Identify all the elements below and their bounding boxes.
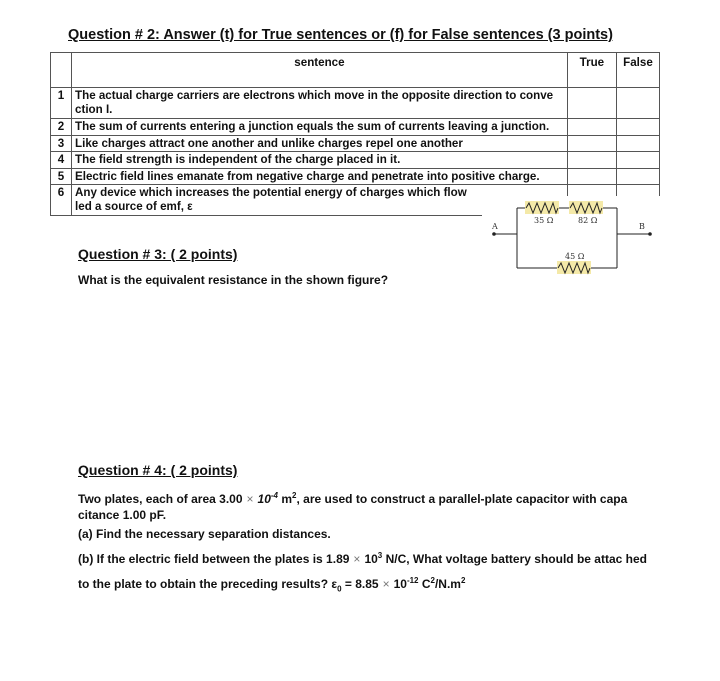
question-2-title: Question # 2: Answer (t) for True sentences or (f) for False sentences (3 points) bbox=[68, 27, 613, 43]
r3-label: 45 Ω bbox=[565, 252, 585, 261]
exponent: 3 bbox=[377, 551, 383, 560]
table-row bbox=[51, 168, 660, 185]
row-sentence: Any device which increases the potential energy of charges which flow led a source of emf, ε bbox=[72, 185, 568, 216]
row-sentence: The sum of currents entering a junction equals the sum of currents leaving a junction. bbox=[72, 119, 568, 136]
false-cell[interactable] bbox=[616, 152, 659, 169]
times-symbol: × bbox=[246, 492, 254, 506]
row-number: 4 bbox=[51, 152, 72, 169]
true-cell[interactable] bbox=[567, 152, 616, 169]
terminal-a bbox=[492, 232, 496, 236]
row-number: 3 bbox=[51, 135, 72, 152]
row-sentence: Like charges attract one another and unlike charges repel one another bbox=[72, 135, 568, 152]
header-sentence: sentence bbox=[72, 53, 568, 88]
header-true: True bbox=[567, 53, 616, 88]
times-symbol: × bbox=[353, 552, 361, 566]
table-header-row bbox=[51, 53, 660, 88]
times-symbol: × bbox=[382, 577, 390, 591]
row-sentence: Electric field lines emanate from negative charge and penetrate into positive charge. bbox=[72, 168, 568, 185]
part-b-text: 10 bbox=[393, 577, 407, 591]
exponent: 2 bbox=[460, 576, 466, 585]
false-cell[interactable] bbox=[616, 88, 659, 119]
table-row bbox=[51, 152, 660, 169]
r2-label: 82 Ω bbox=[578, 216, 598, 225]
question-3-text: What is the equivalent resistance in the shown figure? bbox=[78, 273, 389, 287]
true-cell[interactable] bbox=[567, 168, 616, 185]
row-number: 1 bbox=[51, 88, 72, 119]
r1-label: 35 Ω bbox=[534, 216, 554, 225]
node-a-label: A bbox=[492, 222, 498, 231]
statement-power: 10 bbox=[257, 492, 271, 506]
exponent: -12 bbox=[406, 576, 419, 585]
header-false: False bbox=[616, 53, 659, 88]
table-row bbox=[51, 88, 660, 119]
row-sentence: The field strength is independent of the charge placed in it. bbox=[72, 152, 568, 169]
terminal-b bbox=[648, 232, 652, 236]
row-number: 5 bbox=[51, 168, 72, 185]
part-b-text: (b) If the electric field between the plates is 1.89 bbox=[78, 552, 350, 566]
subscript: 0 bbox=[337, 584, 342, 594]
part-b-text: 10 bbox=[364, 552, 378, 566]
row-sentence: The actual charge carriers are electrons which move in the opposite direction to conve ction I. bbox=[72, 88, 568, 119]
true-false-table bbox=[50, 52, 660, 216]
question-3-title: Question # 3: ( 2 points) bbox=[78, 246, 238, 262]
false-cell[interactable] bbox=[616, 135, 659, 152]
part-b-text: = 8.85 bbox=[344, 577, 379, 591]
question-4-part-b bbox=[78, 545, 648, 600]
true-cell[interactable] bbox=[567, 135, 616, 152]
table-row bbox=[51, 119, 660, 136]
statement-part: , are used to construct a parallel-plate capacitor with capa citance 1.00 pF. bbox=[78, 492, 628, 522]
table-row bbox=[51, 135, 660, 152]
header-num bbox=[51, 53, 72, 88]
part-b-text: N/C, What voltage battery should be attac hed to the plate to obtain the preceding results? ε bbox=[78, 552, 647, 591]
row-number: 6 bbox=[51, 185, 72, 216]
unit: m bbox=[281, 492, 293, 506]
false-cell[interactable] bbox=[616, 119, 659, 136]
part-b-text: /N.m bbox=[434, 577, 461, 591]
question-4-part-a: (a) Find the necessary separation distances. bbox=[78, 527, 331, 541]
false-cell[interactable] bbox=[616, 168, 659, 185]
exponent: 2 bbox=[292, 491, 297, 500]
true-cell[interactable] bbox=[567, 88, 616, 119]
resistor-circuit-diagram bbox=[482, 196, 662, 276]
question-4-body bbox=[78, 488, 648, 603]
question-4-title: Question # 4: ( 2 points) bbox=[78, 462, 238, 478]
true-cell[interactable] bbox=[567, 119, 616, 136]
part-b-text: C bbox=[421, 577, 431, 591]
exponent: 2 bbox=[430, 576, 435, 585]
exponent: -4 bbox=[270, 491, 279, 500]
question-4-statement bbox=[78, 488, 648, 523]
row-number: 2 bbox=[51, 119, 72, 136]
statement-part: Two plates, each of area 3.00 bbox=[78, 492, 243, 506]
node-b-label: B bbox=[639, 222, 645, 231]
